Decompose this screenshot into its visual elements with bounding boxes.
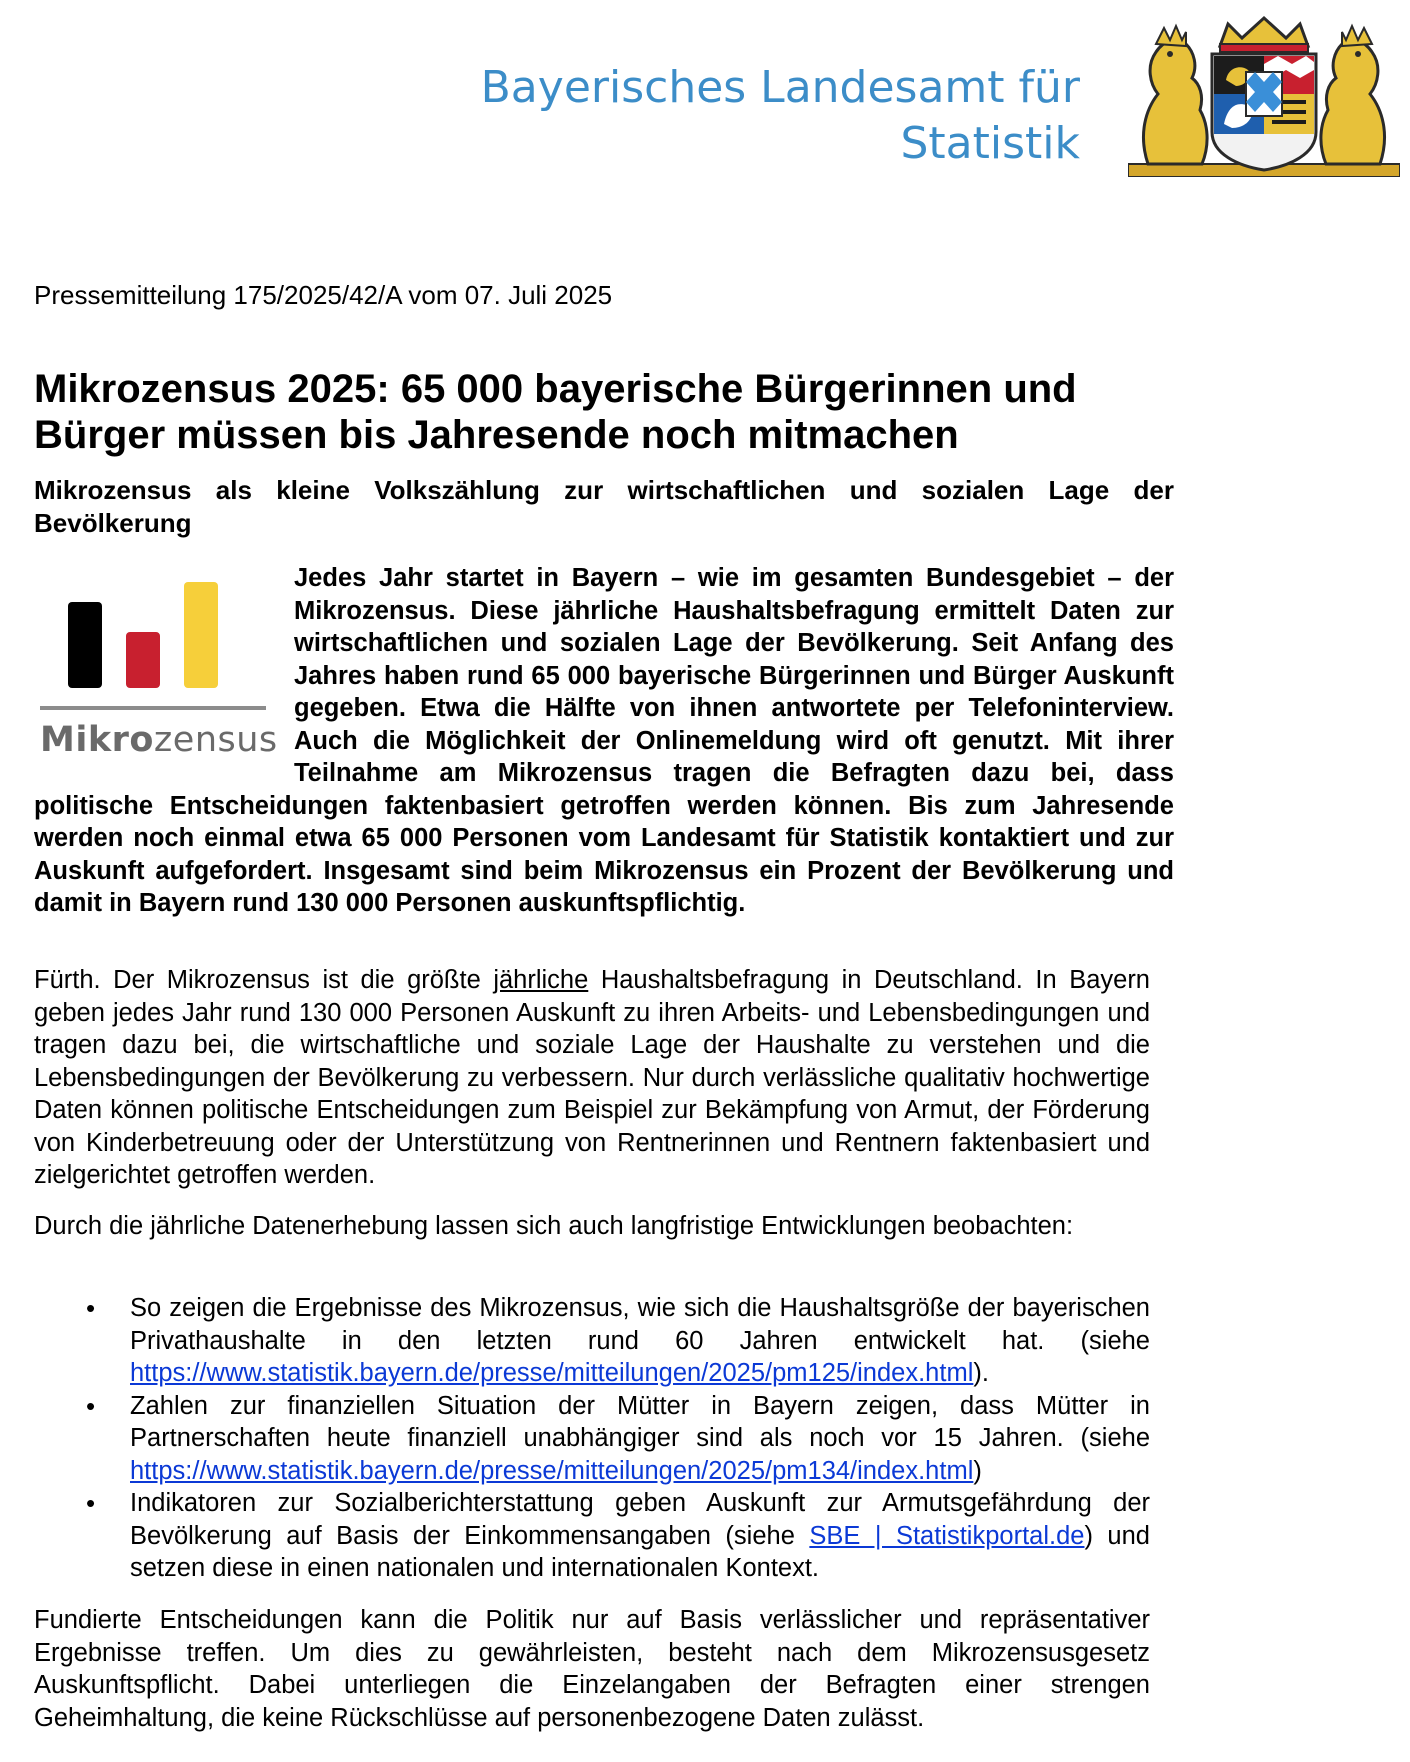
logo-bar-red [126, 632, 160, 688]
list-item [34, 1487, 1150, 1585]
lead-text: Jedes Jahr startet in Bayern – wie im gesamten Bundesgebiet – der Mikrozensus. Diese jährliche Haushaltsbefragung ermittelt Daten zur wirtschaftlichen und sozialen Lage der Bevölkerung. Seit Anfang des Jahres haben rund 65 000 bayerische Bürgerinnen und Bürger Auskunft gegeben. Etwa die Hälfte von ihnen antwortete per Telefoninterview. Auch die Möglichkeit der Onlinemeldung wird oft genutzt. Mit ihrer Teilnahme am Mikrozensus tragen die Befragten dazu bei, dass politische Entscheidungen faktenbasiert getroffen werden können. Bis zum Jahresende werden noch einmal etwa 65 000 Personen vom Landesamt für Statistik kontaktiert und zur Auskunft aufgefordert. Insgesamt sind beim Mikrozensus ein Prozent der Bevölkerung und damit in Bayern rund 130 000 Personen auskunftspflichtig. [34, 564, 1174, 917]
press-release-number: Pressemitteilung 175/2025/42/A vom 07. Juli 2025 [34, 280, 613, 310]
bullet-marker: • [86, 1293, 96, 1323]
sbe-statistikportal-link[interactable]: SBE | Statistikportal.de [809, 1521, 1085, 1550]
bavarian-coat-of-arms-icon [1128, 14, 1400, 177]
bullet-text: So zeigen die Ergebnisse des Mikrozensus, wie sich die Haushaltsgröße der bayerischen Privathaushalte in den letzten rund 60 Jahren entwickelt hat. (siehe [130, 1294, 1150, 1355]
subheadline: Mikrozensus als kleine Volkszählung zur wirtschaftlichen und sozialen Lage der Bevölkerung [34, 475, 1174, 538]
headline-line2: Bürger müssen bis Jahresende noch mitmachen [34, 413, 959, 457]
logo-bar-gold [184, 582, 218, 688]
bullet-marker: • [86, 1390, 96, 1421]
paragraph-1-after: Haushaltsbefragung in Deutschland. In Bayern geben jedes Jahr rund 130 000 Personen Auskunft zu ihren Arbeits- und Lebensbedingungen und tragen dazu bei, die wirtschaftliche und soziale Lage der Haushalte zu verstehen und die Lebensbedingungen der Bevölkerung zu verbessern. Nur durch verlässliche qualitativ hochwertige Daten können politische Entscheidungen zum Beispiel zur Bekämpfung von Armut, der Förderung von Kinderbetreuung oder der Unterstützung von Rentnerinnen und Rentnern faktenbasiert und zielgerichtet getroffen werden. [34, 966, 1150, 1189]
organization-name-line1: Bayerisches Landesamt für [480, 62, 1080, 113]
pm134-link[interactable]: https://www.statistik.bayern.de/presse/mitteilungen/2025/pm134/index.html [130, 1456, 974, 1485]
bullet-marker: • [86, 1488, 96, 1518]
logo-rule [40, 706, 266, 710]
list-item [34, 1390, 1150, 1488]
logo-bar-black [68, 602, 102, 688]
bullet-text: Zahlen zur finanziellen Situation der Mütter in Bayern zeigen, dass Mütter in Partnerschaften heute finanziell unabhängiger sind als noch vor 15 Jahren. (siehe [130, 1391, 1150, 1452]
headline [34, 366, 1174, 458]
bullet-text-end: ) und setzen diese in einen nationalen und internationalen Kontext. [130, 1521, 1150, 1582]
paragraph-3: Fundierte Entscheidungen kann die Politik nur auf Basis verlässlicher und repräsentativer Ergebnisse treffen. Um dies zu gewährleisten, besteht nach dem Mikrozensusgesetz Auskunftspflicht. Dabei unterliegen die Einzelangaben der Befragten einer strengen Geheimhaltung, die keine Rückschlüsse auf personenbezogene Daten zulässt. [34, 1606, 1150, 1732]
paragraph-2: Durch die jährliche Datenerhebung lassen sich auch langfristige Entwicklungen beobachten: [34, 1212, 1074, 1240]
logo-word-light: zensus [153, 720, 278, 760]
organization-name [360, 60, 1080, 172]
headline-line1: Mikrozensus 2025: 65 000 bayerische Bürgerinnen und [34, 367, 1077, 411]
list-item [34, 1292, 1150, 1390]
bullet-text: Indikatoren zur Sozialberichterstattung geben Auskunft zur Armutsgefährdung der Bevölkerung auf Basis der Einkommensangaben (siehe [130, 1489, 1150, 1550]
bullet-text-end: ). [973, 1359, 989, 1387]
logo-word-bold: Mikro [40, 720, 154, 760]
organization-name-line2: Statistik [900, 118, 1080, 169]
paragraph-1 [34, 964, 1150, 1192]
pm125-link[interactable]: https://www.statistik.bayern.de/presse/mitteilungen/2025/pm125/index.html [130, 1359, 974, 1387]
bullet-text-end: ) [973, 1456, 982, 1485]
paragraph-1-underlined: jährliche [493, 966, 589, 994]
logo-wordmark [40, 720, 278, 760]
paragraph-1-before: Fürth. Der Mikrozensus ist die größte [34, 966, 494, 994]
bullet-list [34, 1292, 1150, 1585]
